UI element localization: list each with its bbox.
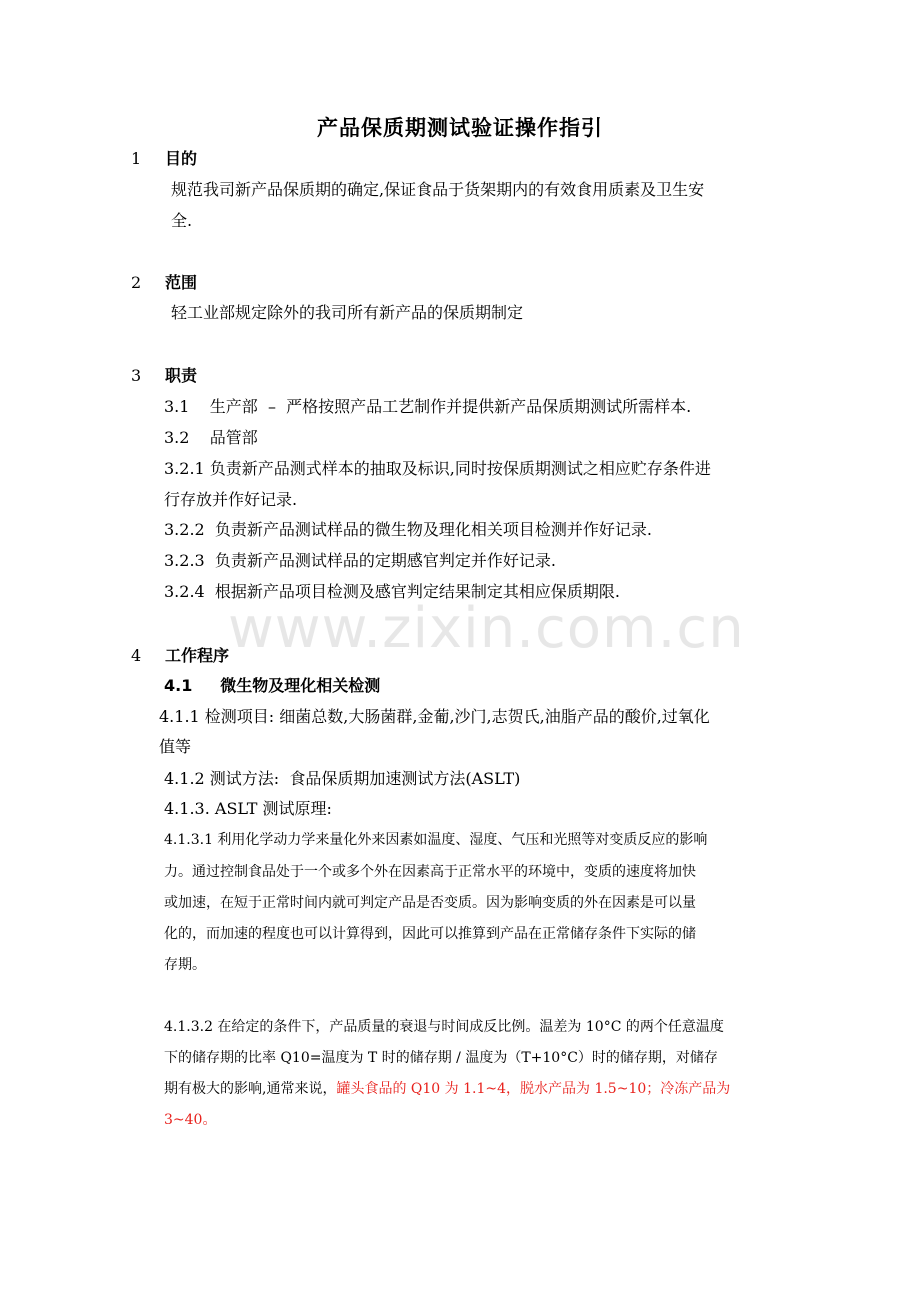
q10-highlight-text-continued: 3~40。 [164, 1112, 217, 1128]
item-3-2-4: 3.2.4 根据新产品项目检测及感官判定结果制定其相应保质期限. [164, 582, 620, 601]
section-1-body-line-2: 全. [171, 211, 193, 230]
section-1-number: 1 [131, 149, 142, 168]
watermark: www.zixin.com.cn [228, 596, 745, 661]
section-3-number: 3 [131, 366, 142, 385]
paragraph-4-1-3-2-line-2: 下的储存期的比率 Q10=温度为 T 时的储存期 / 温度为（T+10°C）时的储存期，对储存 [164, 1050, 718, 1066]
item-4-1-2: 4.1.2 测试方法: 食品保质期加速测试方法(ASLT) [164, 769, 521, 788]
item-4-1-1-line-2: 值等 [159, 737, 192, 756]
section-1-body-line-1: 规范我司新产品保质期的确定,保证食品于货架期内的有效食用质素及卫生安 [171, 180, 705, 199]
subsection-4-1-heading: 4.1 微生物及理化相关检测 [164, 676, 381, 695]
paragraph-4-1-3-1-line-1: 4.1.3.1 利用化学动力学来量化外来因素如温度、湿度、气压和光照等对变质反应的影响 [164, 832, 708, 848]
q10-highlight-text: 罐头食品的 Q10 为 1.1~4，脱水产品为 1.5~10；冷冻产品为 [336, 1081, 731, 1097]
section-2-body: 轻工业部规定除外的我司所有新产品的保质期制定 [171, 303, 524, 322]
paragraph-4-1-3-1-line-3: 或加速，在短于正常时间内就可判定产品是否变质。因为影响变质的外在因素是可以量 [164, 895, 696, 911]
section-2-number: 2 [131, 273, 142, 292]
document-title: 产品保质期测试验证操作指引 [317, 116, 603, 140]
item-3-2-3: 3.2.3 负责新产品测试样品的定期感官判定并作好记录. [164, 551, 556, 570]
section-1-heading: 目的 [165, 149, 198, 168]
paragraph-4-1-3-2-line-3 [164, 1077, 730, 1101]
item-3-2-1-line-1: 3.2.1 负责新产品测式样本的抽取及标识,同时按保质期测试之相应贮存条件进 [164, 459, 711, 478]
item-4-1-1-line-1: 4.1.1 检测项目: 细菌总数,大肠菌群,金葡,沙门,志贺氏,油脂产品的酸价,过氧化 [159, 707, 710, 726]
item-3-1: 3.1 生产部 – 严格按照产品工艺制作并提供新产品保质期测试所需样本. [164, 397, 692, 416]
item-4-1-3: 4.1.3. ASLT 测试原理: [164, 799, 332, 818]
item-3-2-1-line-2: 行存放并作好记录. [164, 490, 298, 509]
paragraph-4-1-3-1-line-4: 化的，而加速的程度也可以计算得到，因此可以推算到产品在正常储存条件下实际的储 [164, 926, 696, 942]
section-4-number: 4 [131, 646, 142, 665]
item-3-2-2: 3.2.2 负责新产品测试样品的微生物及理化相关项目检测并作好记录. [164, 520, 652, 539]
section-3-heading: 职责 [165, 366, 198, 385]
paragraph-4-1-3-1-line-5: 存期。 [164, 957, 206, 973]
paragraph-4-1-3-1-line-2: 力。通过控制食品处于一个或多个外在因素高于正常水平的环境中，变质的速度将加快 [164, 864, 696, 880]
section-4-heading: 工作程序 [165, 646, 230, 665]
paragraph-4-1-3-2-line-1: 4.1.3.2 在给定的条件下，产品质量的衰退与时间成反比例。温差为 10°C 的两个任意温度 [164, 1019, 724, 1035]
item-3-2: 3.2 品管部 [164, 428, 258, 447]
section-2-heading: 范围 [165, 273, 198, 292]
paragraph-4-1-3-2-line-3-text: 期有极大的影响,通常来说， [164, 1081, 337, 1097]
